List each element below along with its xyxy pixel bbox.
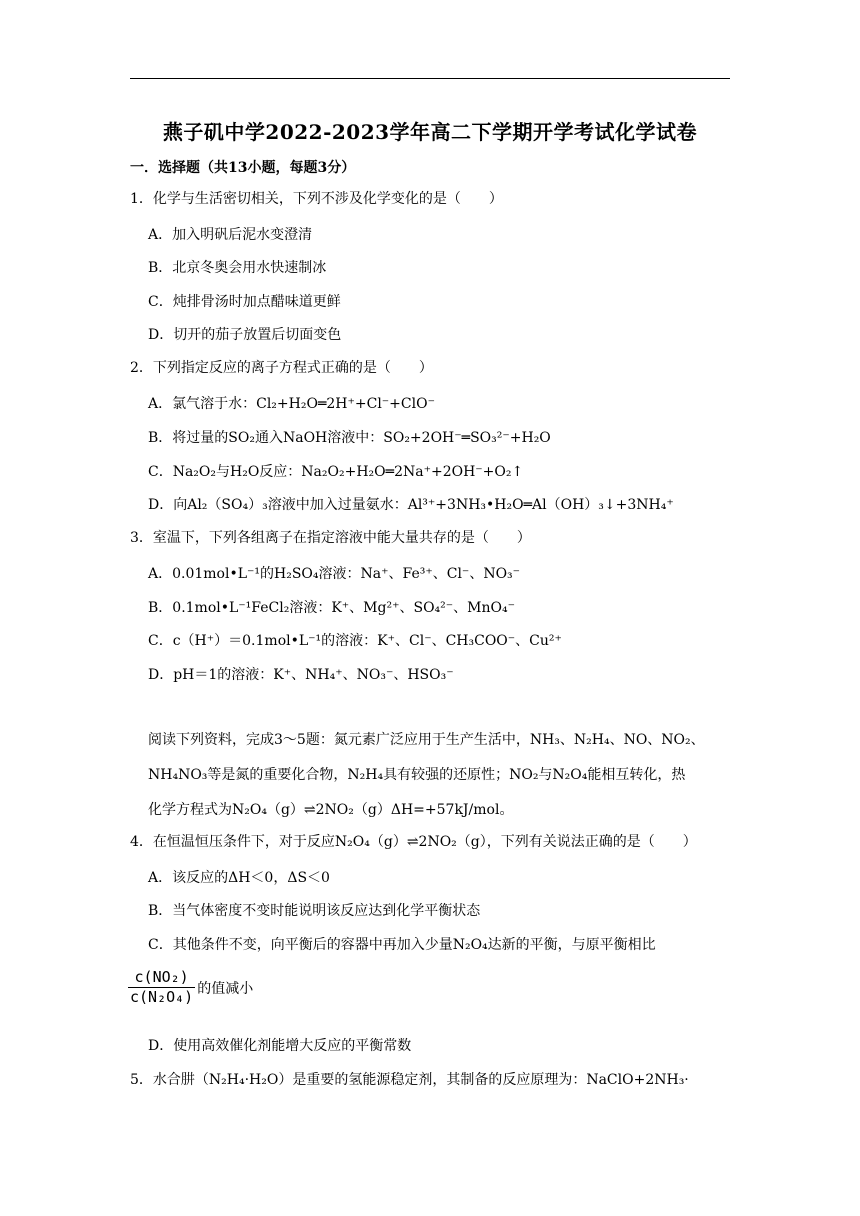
question-2: 2．下列指定反应的离子方程式正确的是（ ） (130, 360, 433, 376)
fraction-numerator: c(NO₂) (134, 968, 189, 986)
page-title: 燕子矶中学2022-2023学年高二下学期开学考试化学试卷 (162, 120, 698, 144)
q1-option-a: A．加入明矾后泥水变澄清 (148, 227, 313, 243)
q1-option-d: D．切开的茄子放置后切面变色 (148, 327, 342, 343)
q1-option-b: B．北京冬奥会用水快速制冰 (148, 260, 327, 276)
reading-material-line-1: 阅读下列资料，完成3～5题：氮元素广泛应用于生产生活中，NH₃、N₂H₄、NO、NO₂、 (148, 732, 705, 748)
q4-option-c: C．其他条件不变，向平衡后的容器中再加入少量N₂O₄达新的平衡，与原平衡相比 (148, 937, 656, 953)
fraction-tail-text: 的值减小 (197, 980, 254, 997)
section-heading: 一．选择题（共13小题，每题3分） (130, 160, 356, 176)
q3-option-c: C．c（H⁺）＝0.1mol•L⁻¹的溶液：K⁺、Cl⁻、CH₃COO⁻、Cu²⁺ (148, 633, 562, 649)
q2-option-c: C．Na₂O₂与H₂O反应：Na₂O₂+H₂O═2Na⁺+2OH⁻+O₂↑ (148, 464, 524, 480)
question-4: 4．在恒温恒压条件下，对于反应N₂O₄（g）⇌2NO₂（g），下列有关说法正确的是（ ） (130, 834, 697, 850)
question-1: 1．化学与生活密切相关，下列不涉及化学变化的是（ ） (130, 191, 503, 207)
q4-option-d: D．使用高效催化剂能增大反应的平衡常数 (148, 1038, 412, 1054)
question-5: 5．水合肼（N₂H₄·H₂O）是重要的氢能源稳定剂，其制备的反应原理为：NaClO+2NH₃· (130, 1072, 689, 1088)
q1-option-c: C．炖排骨汤时加点醋味道更鲜 (148, 294, 341, 310)
fraction-box (128, 968, 195, 1007)
reading-material-line-3: 化学方程式为N₂O₄（g）⇌2NO₂（g）ΔH=+57kJ/mol。 (148, 802, 514, 818)
q3-option-d: D．pH＝1的溶液：K⁺、NH₄⁺、NO₃⁻、HSO₃⁻ (148, 667, 454, 683)
q3-option-b: B．0.1mol•L⁻¹FeCl₂溶液：K⁺、Mg²⁺、SO₄²⁻、MnO₄⁻ (148, 600, 515, 616)
q3-option-a: A．0.01mol•L⁻¹的H₂SO₄溶液：Na⁺、Fe³⁺、Cl⁻、NO₃⁻ (148, 566, 521, 582)
header-rule (130, 78, 730, 79)
question-3: 3．室温下，下列各组离子在指定溶液中能大量共存的是（ ） (130, 530, 531, 546)
ratio-fraction (128, 968, 253, 1007)
q4-option-b: B．当气体密度不变时能说明该反应达到化学平衡状态 (148, 903, 481, 919)
q2-option-b: B．将过量的SO₂通入NaOH溶液中：SO₂+2OH⁻═SO₃²⁻+H₂O (148, 430, 551, 446)
q4-option-a: A．该反应的ΔH＜0，ΔS＜0 (148, 870, 330, 886)
q2-option-d: D．向Al₂（SO₄）₃溶液中加入过量氨水：Al³⁺+3NH₃•H₂O═Al（OH）₃↓+3NH₄⁺ (148, 497, 674, 513)
q2-option-a: A．氯气溶于水：Cl₂+H₂O═2H⁺+Cl⁻+ClO⁻ (148, 396, 435, 412)
fraction-denominator: c(N₂O₄) (130, 988, 194, 1006)
reading-material-line-2: NH₄NO₃等是氮的重要化合物，N₂H₄具有较强的还原性；NO₂与N₂O₄能相互转化，热 (148, 767, 686, 783)
